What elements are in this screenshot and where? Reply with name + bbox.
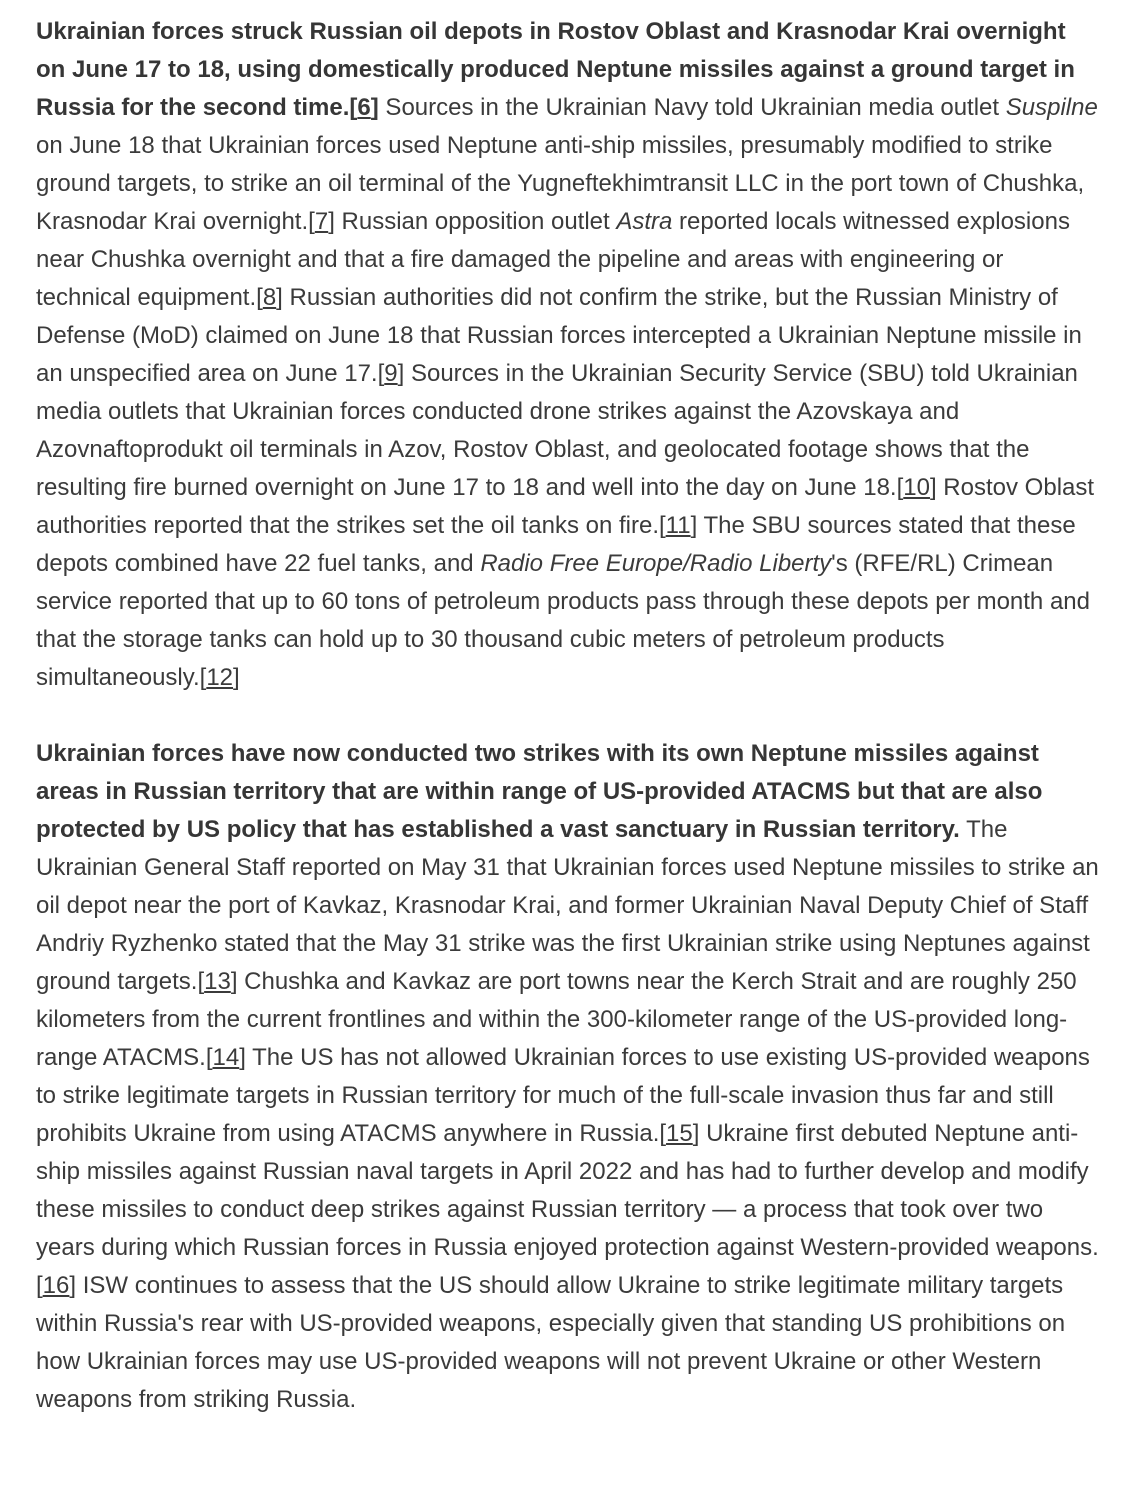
footnote-bracket-open: [ xyxy=(896,474,904,501)
footnote-link-9[interactable] xyxy=(378,360,405,387)
body-text: reported locals witnessed explosions near Chushka overnight and that a fire damaged the pipeline and areas with engineering or technical equipment. xyxy=(36,208,1070,311)
italic-outlet-name: Radio Free Europe/Radio Liberty xyxy=(480,550,832,577)
body-text: on June 18 that Ukrainian forces used Neptune anti-ship missiles, presumably modified to strike ground targets, to strike an oil terminal of the Yugneftekhimtransit LLC in the port town of Chushka, Krasnodar Krai overnight. xyxy=(36,132,1085,235)
footnote-number: 10 xyxy=(903,474,930,501)
footnote-link-10[interactable] xyxy=(897,474,937,501)
footnote-number: 15 xyxy=(666,1120,693,1147)
footnote-link-16[interactable] xyxy=(36,1272,76,1299)
footnote-bracket-close: ] xyxy=(692,1120,700,1147)
footnote-link-6[interactable] xyxy=(349,94,378,121)
bold-lead-text: Ukrainian forces have now conducted two strikes with its own Neptune missiles against areas in Russian territory that are within range of US-provided ATACMS but that are also protected by US policy that has established a vast sanctuary in Russian territory. xyxy=(36,740,1043,843)
footnote-bracket-open: [ xyxy=(308,208,315,235)
footnote-bracket-close: ] xyxy=(233,664,240,691)
body-text: Ukraine first debuted Neptune anti-ship missiles against Russian naval targets in April 2022 and has had to further develop and modify these missiles to conduct deep strikes against Russian territory — a process that took over two years during which Russian forces in Russia enjoyed protection against Western-provided weapons. xyxy=(36,1120,1099,1261)
footnote-bracket-open: [ xyxy=(256,284,263,311)
footnote-number: 16 xyxy=(42,1272,70,1299)
footnote-number: 6 xyxy=(357,94,371,121)
footnote-bracket-open: [ xyxy=(349,94,358,121)
footnote-number: 13 xyxy=(204,968,231,995)
footnote-bracket-close: ] xyxy=(929,474,937,501)
footnote-bracket-open: [ xyxy=(197,968,205,995)
body-text: The Ukrainian General Staff reported on May 31 that Ukrainian forces used Neptune missiles to strike an oil depot near the port of Kavkaz, Krasnodar Krai, and former Ukrainian Naval Deputy Chief of Staff Andriy Ryzhenko stated that the May 31 strike was the first Ukrainian strike using Neptunes against ground targets. xyxy=(36,816,1099,995)
footnote-link-14[interactable] xyxy=(206,1044,246,1071)
footnote-bracket-open: [ xyxy=(199,664,207,691)
footnote-bracket-open: [ xyxy=(205,1044,213,1071)
italic-outlet-name: Suspilne xyxy=(1005,94,1098,121)
body-text: The SBU sources stated that these depots combined have 22 fuel tanks, and xyxy=(36,512,1076,577)
footnote-bracket-close: ] xyxy=(69,1272,77,1299)
footnote-bracket-open: [ xyxy=(36,1272,43,1299)
footnote-number: 14 xyxy=(212,1044,240,1071)
footnote-bracket-open: [ xyxy=(659,512,666,539)
body-text: The US has not allowed Ukrainian forces to use existing US-provided weapons to strike legitimate targets in Russian territory for much of the full-scale invasion thus far and still prohibits Ukraine from using ATACMS anywhere in Russia. xyxy=(36,1044,1090,1147)
paragraph-neptune-atacms-sanctuary xyxy=(36,735,1099,1419)
footnote-link-8[interactable] xyxy=(256,284,283,311)
body-text: Russian opposition outlet xyxy=(334,208,617,235)
footnote-number: 7 xyxy=(314,208,329,235)
body-text: 's (RFE/RL) Crimean service reported that up to 60 tons of petroleum products pass through these depots per month and that the storage tanks can hold up to 30 thousand cubic meters of petroleum products simultaneously. xyxy=(36,550,1090,691)
footnote-number: 8 xyxy=(262,284,277,311)
footnote-number: 12 xyxy=(206,664,234,691)
paragraph-oil-depot-strikes xyxy=(36,13,1099,697)
footnote-bracket-close: ] xyxy=(397,360,405,387)
footnote-number: 11 xyxy=(665,512,691,539)
footnote-bracket-open: [ xyxy=(377,360,385,387)
footnote-bracket-close: ] xyxy=(370,94,379,121)
footnote-link-15[interactable] xyxy=(659,1120,699,1147)
body-text: Sources in the Ukrainian Navy told Ukrainian media outlet xyxy=(378,94,1006,121)
footnote-bracket-close: ] xyxy=(239,1044,246,1071)
footnote-bracket-close: ] xyxy=(328,208,335,235)
footnote-link-12[interactable] xyxy=(200,664,240,691)
body-text: Sources in the Ukrainian Security Service (SBU) told Ukrainian media outlets that Ukrainian forces conducted drone strikes against the Azovskaya and Azovnaftoprodukt oil terminals in Azov, Rostov Oblast, and geolocated footage shows that the resulting fire burned overnight on June 17 to 18 and well into the day on June 18. xyxy=(36,360,1078,501)
body-text: Russian authorities did not confirm the strike, but the Russian Ministry of Defense (MoD) claimed on June 18 that Russian forces intercepted a Ukrainian Neptune missile in an unspecified area on June 17. xyxy=(36,284,1082,387)
footnote-link-13[interactable] xyxy=(197,968,237,995)
italic-outlet-name: Astra xyxy=(616,208,673,235)
footnote-bracket-close: ] xyxy=(276,284,283,311)
footnote-number: 9 xyxy=(384,360,398,387)
body-text: Rostov Oblast authorities reported that the strikes set the oil tanks on fire. xyxy=(36,474,1095,539)
footnote-link-7[interactable] xyxy=(308,208,335,235)
footnote-bracket-open: [ xyxy=(659,1120,667,1147)
body-text: ISW continues to assess that the US should allow Ukraine to strike legitimate military targets within Russia's rear with US-provided weapons, especially given that standing US prohibitions on how Ukrainian forces may use US-provided weapons will not prevent Ukraine or other Western weapons from striking Russia. xyxy=(36,1272,1066,1413)
footnote-link-11[interactable] xyxy=(659,512,697,539)
bold-lead-text: Ukrainian forces struck Russian oil depots in Rostov Oblast and Krasnodar Krai overnight on June 17 to 18, using domestically produced Neptune missiles against a ground target in Russia for the second time. xyxy=(36,18,1075,121)
footnote-bracket-close: ] xyxy=(230,968,238,995)
footnote-bracket-close: ] xyxy=(690,512,698,539)
body-text: Chushka and Kavkaz are port towns near the Kerch Strait and are roughly 250 kilometers from the current frontlines and within the 300-kilometer range of the US-provided long-range ATACMS. xyxy=(36,968,1077,1071)
